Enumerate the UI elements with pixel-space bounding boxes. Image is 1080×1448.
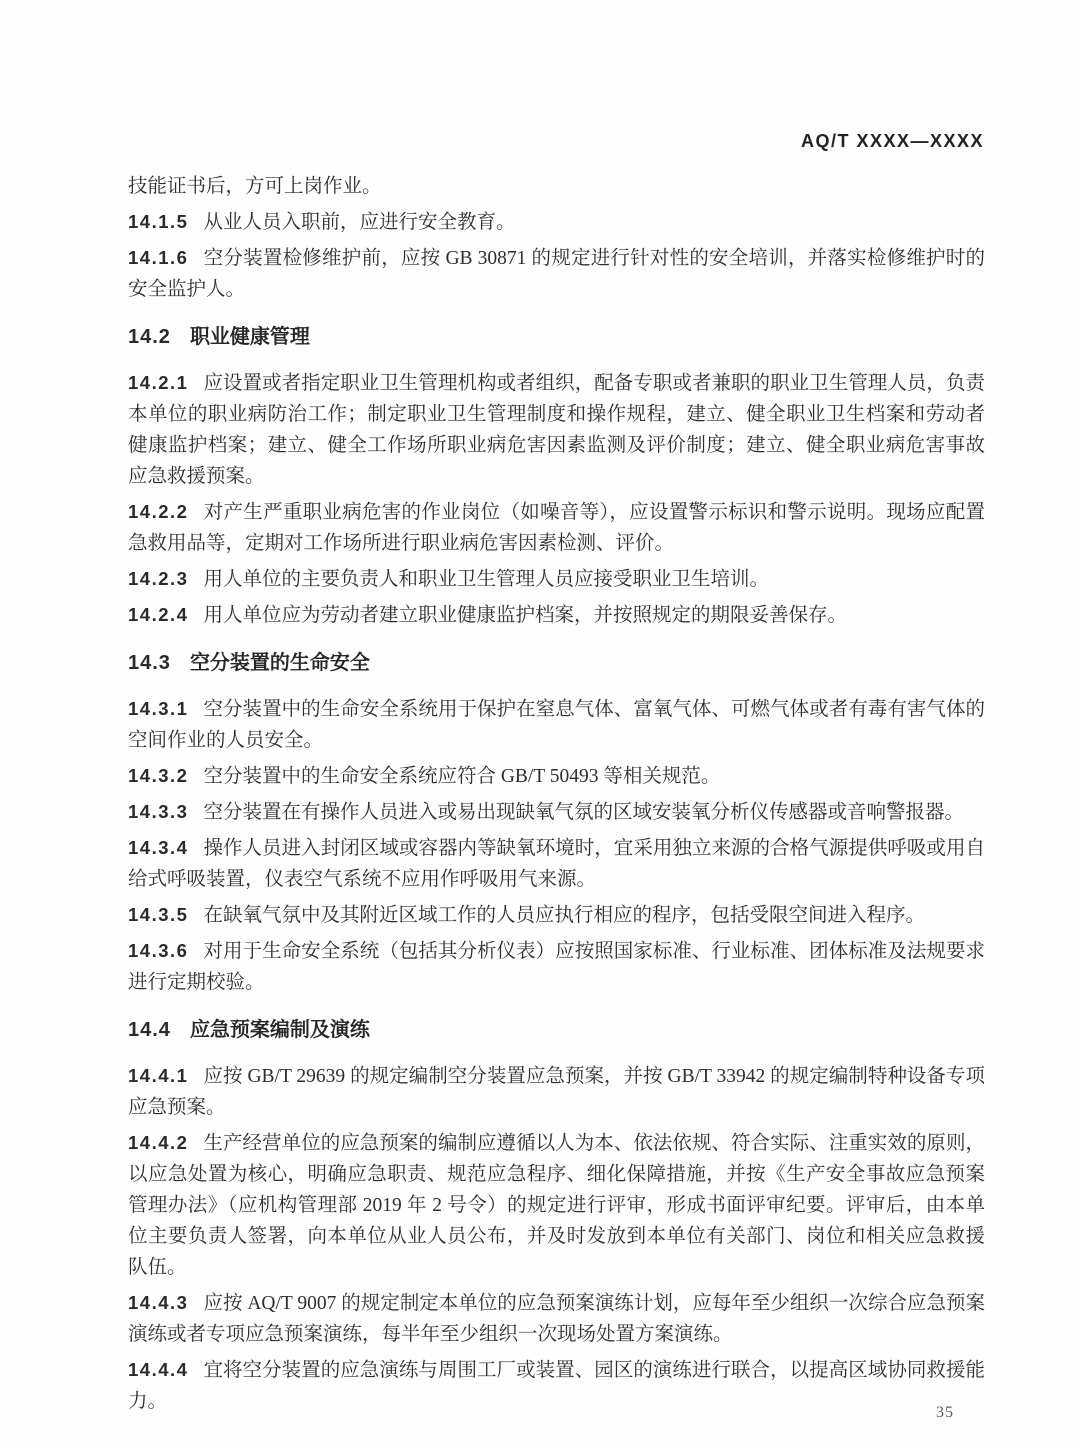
clause-text: 在缺氧气氛中及其附近区域工作的人员应执行相应的程序，包括受限空间进入程序。 — [203, 905, 925, 926]
section-heading — [128, 648, 985, 678]
clause-number: 14.4.2 — [128, 1132, 189, 1153]
clause-text: 从业人员入职前，应进行安全教育。 — [203, 212, 516, 233]
clause-number: 14.3.3 — [128, 801, 189, 822]
clause-number: 14.2.1 — [128, 372, 189, 393]
clause-paragraph — [128, 935, 985, 998]
clause-text: 应设置或者指定职业卫生管理机构或者组织，配备专职或者兼职的职业卫生管理人员，负责本单位的职业病防治工作；制定职业卫生管理制度和操作规程，建立、健全职业卫生档案和劳动者健康监护档案；建立、健全工作场所职业病危害因素监测及评价制度；建立、健全职业病危害事故应急救援预案。 — [128, 373, 985, 487]
clause-paragraph — [128, 1127, 985, 1283]
clause-text: 操作人员进入封闭区域或容器内等缺氧环境时，宜采用独立来源的合格气源提供呼吸或用自给式呼吸装置，仪表空气系统不应用作呼吸用气来源。 — [128, 838, 985, 890]
clause-paragraph — [128, 1354, 985, 1417]
clause-paragraph — [128, 760, 985, 792]
clause-paragraph — [128, 899, 985, 931]
clause-paragraph — [128, 1287, 985, 1350]
clause-number: 14.3 — [128, 652, 171, 674]
clause-text: 宜将空分装置的应急演练与周围工厂或装置、园区的演练进行联合，以提高区域协同救援能力。 — [128, 1360, 985, 1412]
section-title: 空分装置的生命安全 — [189, 652, 370, 674]
clause-paragraph — [128, 242, 985, 305]
clause-paragraph — [128, 171, 985, 202]
clause-text: 应按 GB/T 29639 的规定编制空分装置应急预案，并按 GB/T 33942 的规定编制特种设备专项应急预案。 — [128, 1066, 985, 1118]
clause-number: 14.4.3 — [128, 1292, 189, 1313]
clause-paragraph — [128, 599, 985, 631]
clause-paragraph — [128, 796, 985, 828]
clause-paragraph — [128, 1060, 985, 1123]
clause-paragraph — [128, 563, 985, 595]
clause-number: 14.3.6 — [128, 940, 189, 961]
page-number: 35 — [936, 1404, 954, 1421]
clause-text: 空分装置中的生命安全系统应符合 GB/T 50493 等相关规范。 — [203, 766, 721, 787]
clause-number: 14.2 — [128, 326, 171, 348]
clause-number: 14.2.4 — [128, 604, 189, 625]
clause-text: 空分装置在有操作人员进入或易出现缺氧气氛的区域安装氧分析仪传感器或音响警报器。 — [203, 802, 964, 823]
clause-number: 14.4 — [128, 1019, 171, 1041]
clause-number: 14.2.2 — [128, 501, 189, 522]
clause-number: 14.4.1 — [128, 1065, 189, 1086]
clause-text: 空分装置检修维护前，应按 GB 30871 的规定进行针对性的安全培训，并落实检修维护时的安全监护人。 — [128, 248, 985, 300]
clause-number: 14.2.3 — [128, 568, 189, 589]
clause-number: 14.3.2 — [128, 765, 189, 786]
doc-code-header: AQ/T XXXX—XXXX — [800, 131, 984, 151]
clause-number: 14.4.4 — [128, 1359, 189, 1380]
clause-number: 14.3.1 — [128, 698, 189, 719]
clause-number: 14.1.5 — [128, 211, 189, 232]
clause-text: 生产经营单位的应急预案的编制应遵循以人为本、依法依规、符合实际、注重实效的原则，以应急处置为核心，明确应急职责、规范应急程序、细化保障措施，并按《生产安全事故应急预案管理办法》（应机构管理部 2019 年 2 号令）的规定进行评审，形成书面评审纪要。评审后，由本单位主要负责人签署，向本单位从业人员公布，并及时发放到本单位有关部门、岗位和相关应急救援队伍。 — [128, 1133, 985, 1278]
clause-text: 空分装置中的生命安全系统用于保护在窒息气体、富氧气体、可燃气体或者有毒有害气体的空间作业的人员安全。 — [128, 699, 985, 751]
document-content — [128, 167, 985, 1421]
clause-text: 用人单位应为劳动者建立职业健康监护档案，并按照规定的期限妥善保存。 — [203, 605, 847, 626]
section-heading — [128, 1015, 985, 1045]
clause-text: 对产生严重职业病危害的作业岗位（如噪音等），应设置警示标识和警示说明。现场应配置急救用品等，定期对工作场所进行职业病危害因素检测、评价。 — [128, 502, 985, 554]
clause-paragraph — [128, 206, 985, 238]
clause-text: 用人单位的主要负责人和职业卫生管理人员应接受职业卫生培训。 — [203, 569, 769, 590]
clause-number: 14.3.5 — [128, 904, 189, 925]
section-title: 应急预案编制及演练 — [189, 1019, 370, 1041]
clause-number: 14.3.4 — [128, 837, 189, 858]
clause-paragraph — [128, 832, 985, 895]
clause-paragraph — [128, 367, 985, 492]
clause-text: 对用于生命安全系统（包括其分析仪表）应按照国家标准、行业标准、团体标准及法规要求进行定期校验。 — [128, 941, 985, 993]
clause-text: 技能证书后，方可上岗作业。 — [128, 176, 382, 197]
clause-paragraph — [128, 496, 985, 559]
clause-number: 14.1.6 — [128, 247, 189, 268]
clause-paragraph — [128, 693, 985, 756]
section-heading — [128, 322, 985, 352]
clause-text: 应按 AQ/T 9007 的规定制定本单位的应急预案演练计划，应每年至少组织一次综合应急预案演练或者专项应急预案演练，每半年至少组织一次现场处置方案演练。 — [128, 1293, 985, 1345]
section-title: 职业健康管理 — [189, 326, 310, 348]
